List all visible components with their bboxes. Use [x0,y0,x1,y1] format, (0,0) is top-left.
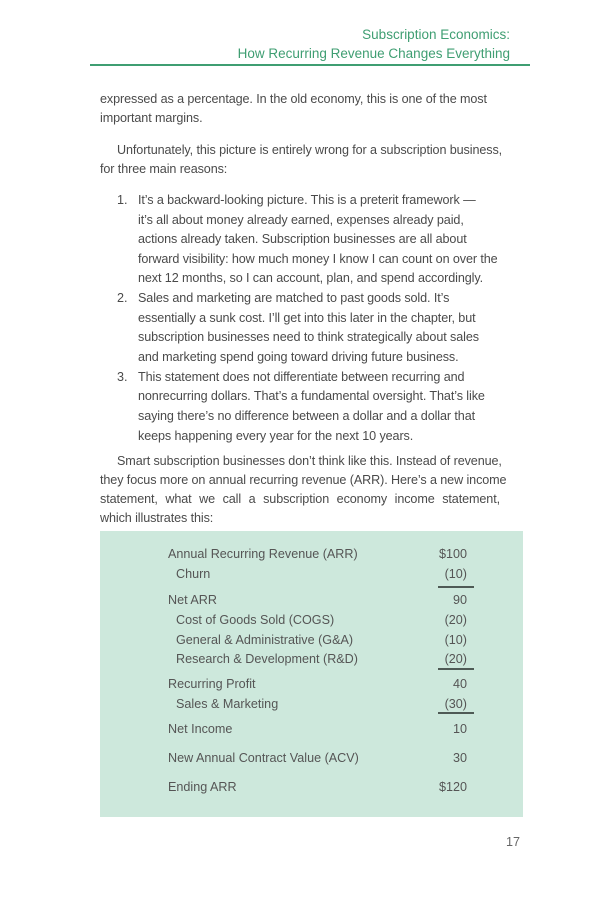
statement-label: Ending ARR [168,780,237,794]
statement-label: Recurring Profit [168,677,256,691]
text-line: actions already taken. Subscription businesses are all about [138,232,467,246]
statement-value: (10) [444,633,467,647]
list-number: 1. [117,193,128,207]
text-line: it’s all about money already earned, expenses already paid, [138,213,464,227]
text-line: they focus more on annual recurring revenue (ARR). Here’s a new income [100,473,507,487]
text-line: important margins. [100,111,203,125]
statement-label: Net Income [168,722,233,736]
statement-label: Annual Recurring Revenue (ARR) [168,547,358,561]
page-number: 17 [506,835,521,849]
text-line: This statement does not differentiate between recurring and [138,370,465,384]
text-line: subscription businesses need to think strategically about sales [138,330,479,344]
text-line: nonrecurring dollars. That’s a fundamental oversight. That’s like [138,389,485,403]
text-line: forward visibility: how much money I know I can count on over the [138,252,498,266]
statement-label: New Annual Contract Value (ACV) [168,751,359,765]
statement-value: (10) [444,567,467,581]
statement-value: (20) [444,613,467,627]
running-header-subtitle: How Recurring Revenue Changes Everything [237,46,510,61]
statement-label: Churn [176,567,211,581]
list-number: 2. [117,291,128,305]
statement-label: Cost of Goods Sold (COGS) [176,613,335,627]
text-line: Sales and marketing are matched to past goods sold. It’s [138,291,450,305]
text-line: It’s a backward-looking picture. This is a preterit framework — [138,193,476,207]
statement-value: (20) [444,652,467,666]
text-line: keeps happening every year for the next 10 years. [138,429,414,443]
subtotal-rule [438,586,474,588]
subtotal-rule [438,712,474,714]
header-rule [90,64,530,66]
text-line: saying there’s no difference between a dollar and a dollar that [138,409,475,423]
statement-value: $100 [438,547,467,561]
statement-value: $120 [438,780,467,794]
text-line: Smart subscription businesses don’t think like this. Instead of revenue, [117,454,502,468]
text-line: which illustrates this: [100,511,214,525]
statement-value: 10 [452,722,467,736]
text-line: for three main reasons: [100,162,228,176]
text-line: expressed as a percentage. In the old economy, this is one of the most [100,92,487,106]
subtotal-rule [438,668,474,670]
text-line: Unfortunately, this picture is entirely wrong for a subscription business, [117,143,503,157]
statement-label: Sales & Marketing [176,697,279,711]
list-number: 3. [117,370,128,384]
statement-label: Net ARR [168,593,217,607]
text-line: and marketing spend going toward driving future business. [138,350,459,364]
statement-label: Research & Development (R&D) [176,652,358,666]
statement-value: 40 [452,677,467,691]
statement-label: General & Administrative (G&A) [176,633,354,647]
text-line: essentially a sunk cost. I’ll get into this later in the chapter, but [138,311,476,325]
text-line: next 12 months, so I can account, plan, and spend accordingly. [138,271,484,285]
statement-value: 90 [452,593,467,607]
statement-value: (30) [444,697,467,711]
running-header-title: Subscription Economics: [362,27,510,42]
statement-value: 30 [452,751,467,765]
text-line: statement, what we call a subscription economy income statement, [100,492,500,506]
